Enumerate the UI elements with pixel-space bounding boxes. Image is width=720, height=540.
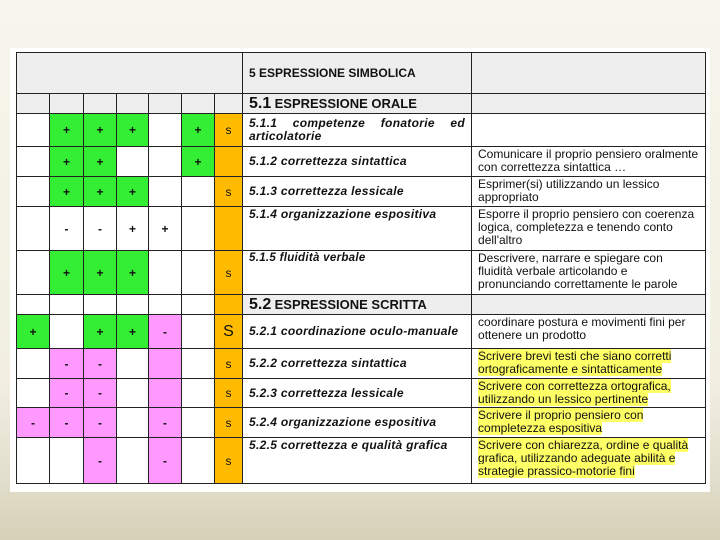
s-cell: s bbox=[215, 408, 243, 438]
rating-cell bbox=[149, 177, 182, 207]
section-row bbox=[17, 295, 706, 315]
section-row bbox=[17, 94, 706, 114]
rating-cell: - bbox=[84, 207, 117, 251]
rating-cell: + bbox=[50, 114, 84, 147]
rating-cell: - bbox=[149, 438, 182, 484]
rating-cell bbox=[17, 207, 50, 251]
rating-cell bbox=[117, 408, 149, 438]
rating-cell: + bbox=[117, 207, 149, 251]
competency-description: Scrivere brevi testi che siano corretti ortograficamente e sintatticamente bbox=[472, 349, 706, 379]
rating-cell: - bbox=[17, 408, 50, 438]
rating-cell: + bbox=[50, 251, 84, 295]
s-cell: s bbox=[215, 251, 243, 295]
competency-description: Scrivere con correttezza ortografica, utilizzando un lessico pertinente bbox=[472, 379, 706, 408]
competency-item: 5.2.3 correttezza lessicale bbox=[243, 379, 472, 408]
competency-item: 5.2.1 coordinazione oculo-manuale bbox=[243, 315, 472, 349]
table-row bbox=[17, 315, 706, 349]
s-cell: s bbox=[215, 379, 243, 408]
competency-description: Esporre il proprio pensiero con coerenza logica, completezza e tenendo conto dell'altro bbox=[472, 207, 706, 251]
rating-cell bbox=[182, 207, 215, 251]
section-heading: 5.2 ESPRESSIONE SCRITTA bbox=[243, 295, 472, 315]
rating-cell: + bbox=[50, 147, 84, 177]
rating-cell bbox=[182, 408, 215, 438]
rating-cell bbox=[117, 147, 149, 177]
table-row bbox=[17, 251, 706, 295]
s-cell bbox=[215, 207, 243, 251]
rating-cell: - bbox=[149, 315, 182, 349]
rating-cell bbox=[182, 315, 215, 349]
rating-cell bbox=[17, 438, 50, 484]
rating-cell: + bbox=[117, 177, 149, 207]
rating-cell: + bbox=[84, 177, 117, 207]
s-cell: s bbox=[215, 438, 243, 484]
competency-item: 5.1.4 organizzazione espositiva bbox=[243, 207, 472, 251]
s-cell: s bbox=[215, 114, 243, 147]
table-row bbox=[17, 147, 706, 177]
s-cell: s bbox=[215, 349, 243, 379]
competency-description bbox=[472, 114, 706, 147]
competency-description: Scrivere il proprio pensiero con completezza espositiva bbox=[472, 408, 706, 438]
rating-cell bbox=[50, 315, 84, 349]
competency-item: 5.2.5 correttezza e qualità grafica bbox=[243, 438, 472, 484]
rating-cell: - bbox=[84, 379, 117, 408]
rating-cell: - bbox=[50, 207, 84, 251]
competency-item: 5.1.1 competenze fonatorie ed articolatorie bbox=[243, 114, 472, 147]
competency-item: 5.1.3 correttezza lessicale bbox=[243, 177, 472, 207]
rating-cell: + bbox=[117, 315, 149, 349]
rating-cell: + bbox=[117, 251, 149, 295]
section-heading: 5.1 ESPRESSIONE ORALE bbox=[243, 94, 472, 114]
table-row bbox=[17, 207, 706, 251]
rating-cell: + bbox=[84, 315, 117, 349]
rating-cell: - bbox=[84, 438, 117, 484]
rating-cell: + bbox=[17, 315, 50, 349]
rating-cell: + bbox=[149, 207, 182, 251]
rating-cell: - bbox=[50, 379, 84, 408]
rating-cell bbox=[17, 147, 50, 177]
rating-cell: + bbox=[117, 114, 149, 147]
rating-cell bbox=[149, 147, 182, 177]
rating-cell bbox=[149, 251, 182, 295]
competency-description: coordinare postura e movimenti fini per ottenere un prodotto bbox=[472, 315, 706, 349]
rating-cell: - bbox=[50, 349, 84, 379]
table-row bbox=[17, 114, 706, 147]
page-title: 5 ESPRESSIONE SIMBOLICA bbox=[243, 53, 472, 94]
rating-cell: + bbox=[84, 147, 117, 177]
rating-cell bbox=[182, 379, 215, 408]
rating-cell bbox=[182, 251, 215, 295]
rating-cell bbox=[182, 177, 215, 207]
rating-cell: + bbox=[84, 251, 117, 295]
competency-description: Scrivere con chiarezza, ordine e qualità grafica, utilizzando adeguate abilità e strategie prassico-motorie fini bbox=[472, 438, 706, 484]
rating-cell bbox=[149, 114, 182, 147]
rating-cell: + bbox=[182, 147, 215, 177]
competency-description: Descrivere, narrare e spiegare con fluidità verbale articolando e pronunciando correttamente le parole bbox=[472, 251, 706, 295]
s-cell: s bbox=[215, 177, 243, 207]
s-cell: S bbox=[215, 315, 243, 349]
rating-cell: - bbox=[84, 349, 117, 379]
slide-bottom-band bbox=[0, 492, 720, 540]
table-row bbox=[17, 408, 706, 438]
rating-cell: - bbox=[84, 408, 117, 438]
rating-cell bbox=[117, 379, 149, 408]
competency-item: 5.1.2 correttezza sintattica bbox=[243, 147, 472, 177]
competency-description: Esprimer(si) utilizzando un lessico appropriato bbox=[472, 177, 706, 207]
rating-cell bbox=[117, 349, 149, 379]
s-cell bbox=[215, 147, 243, 177]
table-row bbox=[17, 379, 706, 408]
rating-cell: - bbox=[149, 408, 182, 438]
rating-cell bbox=[17, 177, 50, 207]
header-row bbox=[17, 53, 706, 94]
competency-item: 5.2.4 organizzazione espositiva bbox=[243, 408, 472, 438]
rating-cell bbox=[17, 379, 50, 408]
header-blank-cell bbox=[17, 53, 243, 94]
rating-cell bbox=[17, 349, 50, 379]
table-row bbox=[17, 177, 706, 207]
competency-item: 5.1.5 fluidità verbale bbox=[243, 251, 472, 295]
rating-cell: + bbox=[182, 114, 215, 147]
rating-cell bbox=[17, 114, 50, 147]
rating-cell bbox=[182, 349, 215, 379]
rating-cell: + bbox=[84, 114, 117, 147]
competency-item: 5.2.2 correttezza sintattica bbox=[243, 349, 472, 379]
competency-description: Comunicare il proprio pensiero oralmente con correttezza sintattica … bbox=[472, 147, 706, 177]
rating-cell bbox=[149, 349, 182, 379]
table-row bbox=[17, 349, 706, 379]
rating-cell bbox=[50, 438, 84, 484]
rating-cell bbox=[17, 251, 50, 295]
rating-cell bbox=[149, 379, 182, 408]
rating-cell bbox=[117, 438, 149, 484]
table-row bbox=[17, 438, 706, 484]
rating-cell: + bbox=[50, 177, 84, 207]
competency-table bbox=[16, 52, 706, 484]
rating-cell bbox=[182, 438, 215, 484]
rating-cell: - bbox=[50, 408, 84, 438]
header-desc-cell bbox=[472, 53, 706, 94]
